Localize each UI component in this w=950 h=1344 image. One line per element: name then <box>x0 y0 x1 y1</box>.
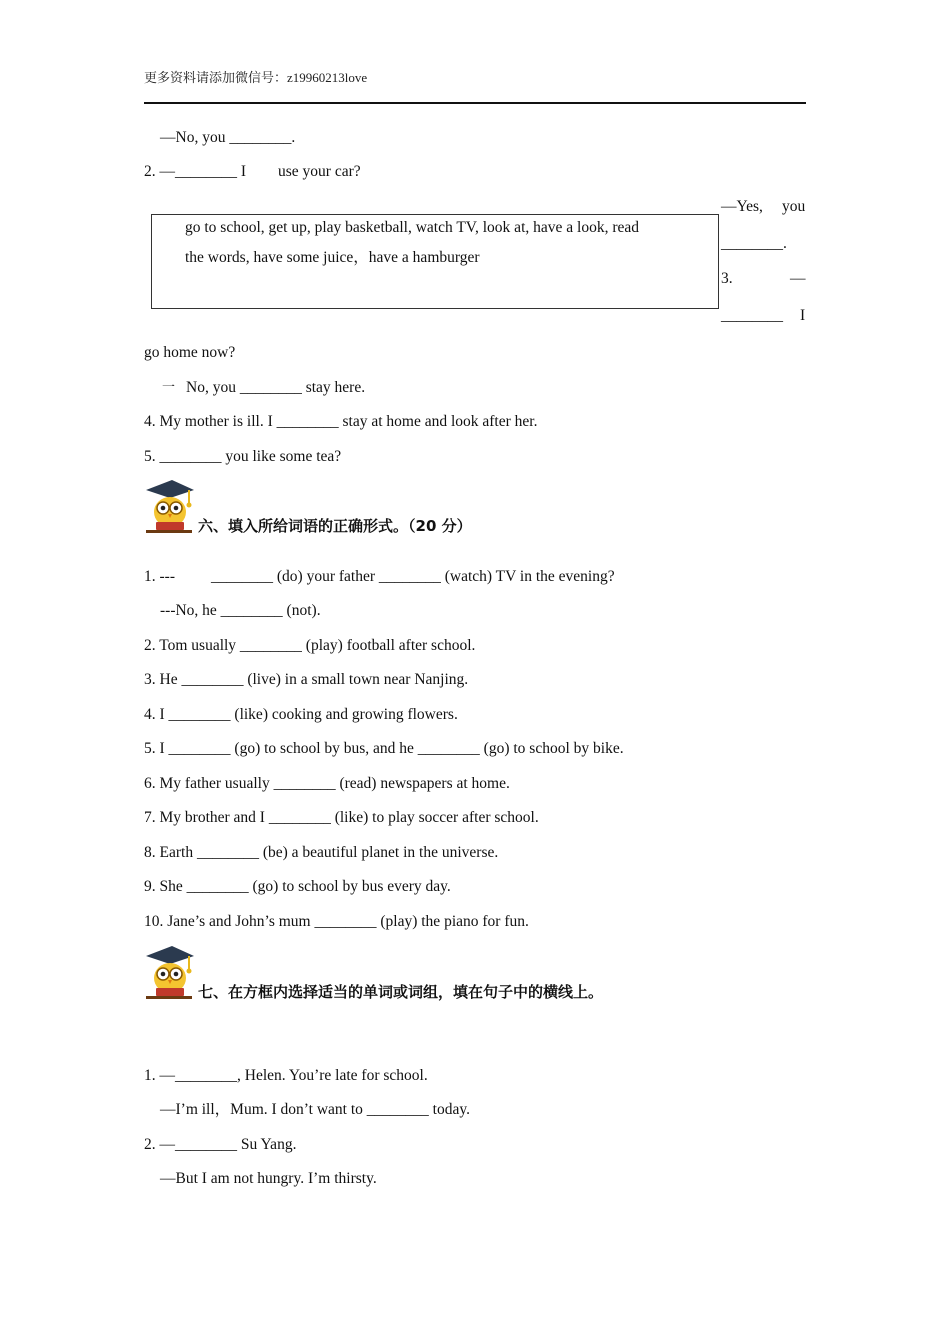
q2-answer-blank: ________. <box>721 235 787 252</box>
q2-answer-you: you <box>782 198 806 215</box>
q3-number: 3. <box>721 270 733 287</box>
s7-q1-question: 1. —________, Helen. You’re late for school. <box>144 1067 428 1084</box>
q4-question: 4. My mother is ill. I ________ stay at home and look after her. <box>144 413 538 430</box>
q2-answer-yes: —Yes, <box>721 198 763 215</box>
word-box-line-2: the words, have some juice，have a hamburger <box>185 249 480 266</box>
s6-q3: 3. He ________ (live) in a small town near Nanjing. <box>144 671 469 688</box>
s6-q7: 7. My brother and I ________ (like) to play soccer after school. <box>144 809 539 826</box>
q5-question: 5. ________ you like some tea? <box>144 448 342 465</box>
s6-q8: 8. Earth ________ (be) a beautiful planet in the universe. <box>144 844 499 861</box>
s6-q4: 4. I ________ (like) cooking and growing flowers. <box>144 706 458 723</box>
s6-q2: 2. Tom usually ________ (play) football after school. <box>144 637 476 654</box>
s6-q6: 6. My father usually ________ (read) newspapers at home. <box>144 775 510 792</box>
s6-q1-question: ________ (do) your father ________ (watch) TV in the evening? <box>211 568 615 585</box>
q1-answer: —No, you ________. <box>160 129 296 146</box>
s6-q1-number: 1. --- <box>144 568 175 585</box>
section-7-title: 七、在方框内选择适当的单词或词组，填在句子中的横线上。 <box>198 983 604 1001</box>
q3-blank: ________ <box>721 307 783 324</box>
word-box-line-1: go to school, get up, play basketball, watch TV, look at, have a look, read <box>185 219 639 236</box>
owl-graduate-icon <box>142 476 196 534</box>
q2-question-a: 2. —________ I <box>144 163 247 180</box>
q3-dash: — <box>790 270 806 287</box>
owl-graduate-icon <box>142 942 196 1000</box>
s6-q10: 10. Jane’s and John’s mum ________ (play) the piano for fun. <box>144 913 529 930</box>
q3-answer: No, you ________ stay here. <box>186 379 366 396</box>
q3-pronoun: I <box>800 307 806 324</box>
s7-q2-question: 2. —________ Su Yang. <box>144 1136 297 1153</box>
page-header: 更多资料请添加微信号：z19960213love <box>144 70 368 85</box>
header-divider <box>144 102 806 104</box>
q2-question-b: use your car? <box>278 163 361 180</box>
q3-continuation: go home now? <box>144 344 236 361</box>
q3-answer-mark: 一 <box>162 380 176 395</box>
s7-q1-answer: —I’m ill，Mum. I don’t want to ________ today. <box>160 1101 470 1118</box>
s6-q5: 5. I ________ (go) to school by bus, and he ________ (go) to school by bike. <box>144 740 624 757</box>
s6-q9: 9. She ________ (go) to school by bus every day. <box>144 878 451 895</box>
section-6-title: 六、填入所给词语的正确形式。（20 分） <box>198 517 472 535</box>
word-box <box>151 214 719 309</box>
s7-q2-answer: —But I am not hungry. I’m thirsty. <box>160 1170 377 1187</box>
s6-q1-answer: ---No, he ________ (not). <box>160 602 321 619</box>
